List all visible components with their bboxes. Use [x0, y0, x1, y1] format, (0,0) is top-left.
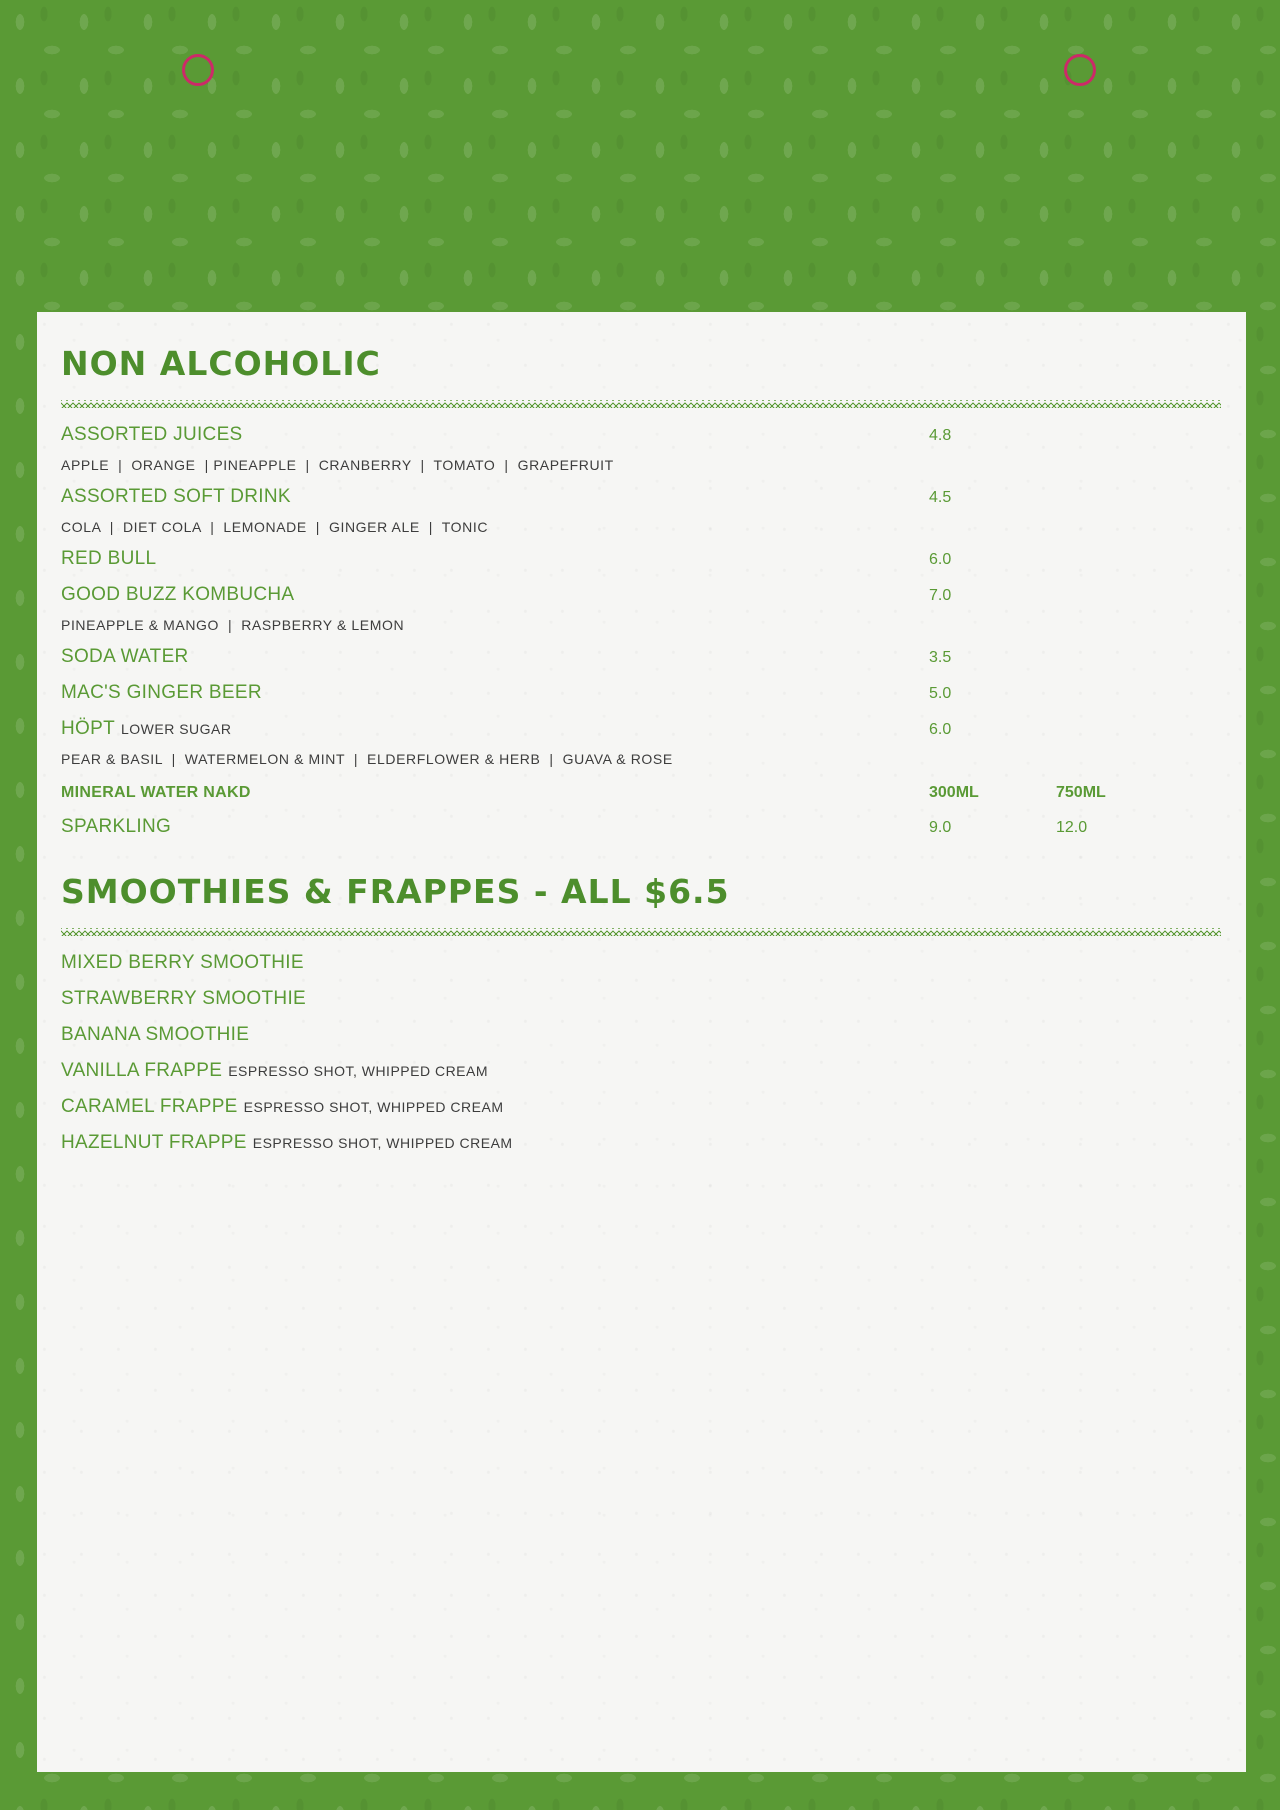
menu-item-vanilla-frappe — [61, 1056, 1221, 1092]
item-price: 4.8 — [929, 427, 952, 444]
item-name-text: VANILLA FRAPPE — [61, 1060, 223, 1081]
item-price-small: 9.0 — [929, 819, 952, 836]
menu-item-strawberry-smoothie — [61, 984, 1221, 1020]
item-options: COLA | DIET COLA | LEMONADE | GINGER ALE | TONIC — [61, 519, 489, 535]
section-title-non-alcoholic: NON ALCOHOLIC — [61, 344, 381, 383]
item-name: SODA WATER — [61, 646, 189, 667]
menu-item-good-buzz-kombucha — [61, 580, 1221, 616]
section-divider — [61, 400, 1221, 408]
item-price: 6.0 — [929, 721, 952, 738]
item-name — [61, 1132, 513, 1154]
binder-hole-right-icon — [1064, 54, 1096, 86]
item-price-large: 12.0 — [1056, 819, 1088, 836]
item-note: ESPRESSO SHOT, WHIPPED CREAM — [228, 1063, 489, 1079]
item-name: ASSORTED SOFT DRINK — [61, 486, 291, 507]
item-note: ESPRESSO SHOT, WHIPPED CREAM — [243, 1099, 504, 1115]
item-name: SPARKLING — [61, 816, 172, 837]
menu-item-mineral-water-header — [61, 776, 1221, 812]
item-options: APPLE | ORANGE | PINEAPPLE | CRANBERRY | TOMATO | GRAPEFRUIT — [61, 457, 614, 473]
item-name: ASSORTED JUICES — [61, 424, 243, 445]
item-name: MAC'S GINGER BEER — [61, 682, 262, 703]
item-note: ESPRESSO SHOT, WHIPPED CREAM — [252, 1135, 513, 1151]
menu-page — [37, 312, 1246, 1772]
item-name — [61, 718, 232, 740]
menu-item-hopt — [61, 714, 1221, 750]
item-name: MINERAL WATER NAKD — [61, 784, 251, 801]
menu-item-assorted-soft-drink — [61, 482, 1221, 518]
item-note: LOWER SUGAR — [120, 721, 232, 737]
item-options: PEAR & BASIL | WATERMELON & MINT | ELDERFLOWER & HERB | GUAVA & ROSE — [61, 751, 673, 767]
item-price: 7.0 — [929, 587, 952, 604]
menu-item-macs-ginger-beer — [61, 678, 1221, 714]
item-name: STRAWBERRY SMOOTHIE — [61, 988, 306, 1009]
item-price: 5.0 — [929, 685, 952, 702]
item-name-text: HAZELNUT FRAPPE — [61, 1132, 247, 1153]
item-price: 4.5 — [929, 489, 952, 506]
item-price: 3.5 — [929, 649, 952, 666]
item-name: MIXED BERRY SMOOTHIE — [61, 952, 304, 973]
section-divider — [61, 928, 1221, 936]
menu-item-red-bull — [61, 544, 1221, 580]
menu-item-mixed-berry-smoothie — [61, 948, 1221, 984]
menu-item-assorted-juices — [61, 420, 1221, 456]
size-small-label: 300ML — [929, 784, 979, 801]
item-name-text: HÖPT — [61, 718, 115, 739]
item-name — [61, 1096, 503, 1118]
item-name — [61, 1060, 488, 1082]
menu-item-caramel-frappe — [61, 1092, 1221, 1128]
item-name: GOOD BUZZ KOMBUCHA — [61, 584, 295, 605]
section-title-smoothies: SMOOTHIES & FRAPPES - ALL $6.5 — [61, 872, 730, 911]
menu-item-hazelnut-frappe — [61, 1128, 1221, 1164]
binder-hole-left-icon — [182, 54, 214, 86]
menu-item-sparkling — [61, 812, 1221, 848]
item-name: BANANA SMOOTHIE — [61, 1024, 250, 1045]
item-name: RED BULL — [61, 548, 157, 569]
size-large-label: 750ML — [1056, 784, 1106, 801]
item-price: 6.0 — [929, 551, 952, 568]
item-name-text: CARAMEL FRAPPE — [61, 1096, 238, 1117]
menu-item-banana-smoothie — [61, 1020, 1221, 1056]
item-options: PINEAPPLE & MANGO | RASPBERRY & LEMON — [61, 617, 405, 633]
menu-item-soda-water — [61, 642, 1221, 678]
